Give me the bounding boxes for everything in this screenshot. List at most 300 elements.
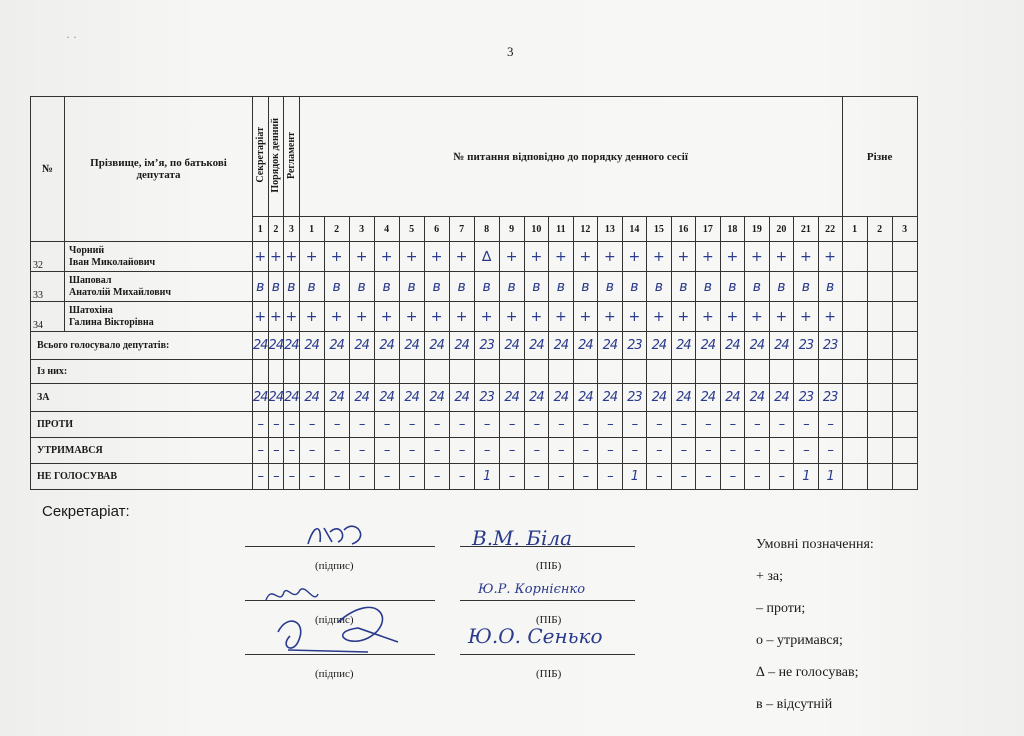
summary-value: 24 bbox=[524, 332, 549, 360]
voting-table bbox=[30, 96, 918, 490]
summary-value: 24 bbox=[499, 384, 524, 412]
summary-value: – bbox=[324, 438, 349, 464]
column-number: 11 bbox=[549, 217, 574, 242]
summary-label: Із них: bbox=[31, 360, 253, 384]
summary-value: – bbox=[399, 464, 424, 490]
vote-cell: + bbox=[598, 242, 623, 272]
summary-value bbox=[671, 360, 696, 384]
summary-value bbox=[745, 360, 770, 384]
summary-value bbox=[622, 360, 647, 384]
summary-value: – bbox=[573, 412, 598, 438]
summary-value: 24 bbox=[696, 332, 721, 360]
vote-cell: в bbox=[598, 272, 623, 302]
summary-value: 24 bbox=[769, 384, 794, 412]
legend-not-voted: ∆ – не голосував; bbox=[756, 665, 859, 680]
summary-value: – bbox=[268, 412, 284, 438]
summary-value: – bbox=[794, 438, 819, 464]
vote-cell: в bbox=[324, 272, 349, 302]
column-number: 16 bbox=[671, 217, 696, 242]
deputy-last-name: Шаповал bbox=[69, 274, 112, 286]
column-number: 13 bbox=[598, 217, 623, 242]
summary-value bbox=[573, 360, 598, 384]
deputy-first-names: Іван Миколайович bbox=[69, 256, 156, 268]
summary-value bbox=[842, 464, 867, 490]
secretariat-label-footer: Секретаріат: bbox=[42, 503, 130, 520]
summary-row bbox=[31, 332, 918, 360]
deputy-name bbox=[65, 242, 253, 272]
summary-row bbox=[31, 412, 918, 438]
summary-value: 23 bbox=[818, 332, 842, 360]
vote-cell: + bbox=[598, 302, 623, 332]
vote-cell: в bbox=[299, 272, 324, 302]
handwritten-signature-3 bbox=[268, 592, 428, 662]
summary-label: Всього голосувало депутатів: bbox=[31, 332, 253, 360]
vote-cell: в bbox=[671, 272, 696, 302]
vote-cell: + bbox=[499, 302, 524, 332]
signature-caption-1: (підпис) bbox=[315, 560, 354, 572]
vote-cell: + bbox=[745, 242, 770, 272]
vote-cell: + bbox=[324, 242, 349, 272]
summary-value: 24 bbox=[573, 384, 598, 412]
summary-value bbox=[892, 438, 917, 464]
column-number: 19 bbox=[745, 217, 770, 242]
summary-value: 24 bbox=[671, 332, 696, 360]
summary-value bbox=[794, 360, 819, 384]
summary-value: 1 bbox=[622, 464, 647, 490]
summary-value: – bbox=[299, 412, 324, 438]
summary-value bbox=[892, 464, 917, 490]
handwritten-signature-1 bbox=[300, 520, 380, 550]
summary-value bbox=[324, 360, 349, 384]
col-agenda-header bbox=[268, 97, 284, 217]
vote-cell: в bbox=[374, 272, 399, 302]
summary-value bbox=[399, 360, 424, 384]
vote-cell: + bbox=[671, 242, 696, 272]
summary-value: 24 bbox=[549, 332, 574, 360]
summary-value: 24 bbox=[696, 384, 721, 412]
summary-value bbox=[449, 360, 474, 384]
deputy-row bbox=[31, 302, 918, 332]
summary-value: – bbox=[696, 438, 721, 464]
table-header-row bbox=[31, 97, 918, 217]
summary-value: – bbox=[696, 412, 721, 438]
summary-value: – bbox=[818, 412, 842, 438]
col-reglament-header bbox=[284, 97, 300, 217]
vote-cell: в bbox=[449, 272, 474, 302]
summary-value: 24 bbox=[324, 384, 349, 412]
vote-cell: + bbox=[424, 302, 449, 332]
summary-value: – bbox=[671, 438, 696, 464]
summary-value: 23 bbox=[622, 384, 647, 412]
name-caption-3: (ПІБ) bbox=[536, 668, 562, 680]
column-number: 12 bbox=[573, 217, 598, 242]
col-name-header: Прізвище, ім’я, по батькові депутата bbox=[65, 97, 253, 242]
vote-cell: в bbox=[573, 272, 598, 302]
summary-value: 23 bbox=[794, 384, 819, 412]
summary-value: – bbox=[769, 464, 794, 490]
summary-value: – bbox=[253, 438, 269, 464]
vote-cell: + bbox=[268, 302, 284, 332]
summary-value: – bbox=[573, 438, 598, 464]
summary-value bbox=[524, 360, 549, 384]
column-number: 2 bbox=[324, 217, 349, 242]
summary-value: 24 bbox=[449, 332, 474, 360]
summary-value bbox=[598, 360, 623, 384]
summary-value: – bbox=[299, 464, 324, 490]
summary-value bbox=[549, 360, 574, 384]
vote-cell: + bbox=[549, 242, 574, 272]
deputy-last-name: Шатохіна bbox=[69, 304, 113, 316]
summary-value: 24 bbox=[424, 332, 449, 360]
summary-value: – bbox=[720, 438, 745, 464]
deputy-row bbox=[31, 272, 918, 302]
summary-value: – bbox=[671, 412, 696, 438]
summary-value: – bbox=[622, 412, 647, 438]
summary-value: – bbox=[374, 438, 399, 464]
summary-value bbox=[818, 360, 842, 384]
summary-value bbox=[647, 360, 672, 384]
summary-value: – bbox=[769, 412, 794, 438]
summary-value: 24 bbox=[745, 332, 770, 360]
summary-value: 23 bbox=[622, 332, 647, 360]
summary-value: 24 bbox=[745, 384, 770, 412]
summary-value: – bbox=[818, 438, 842, 464]
summary-value: 24 bbox=[284, 332, 300, 360]
vote-cell: + bbox=[524, 242, 549, 272]
summary-value: – bbox=[424, 438, 449, 464]
summary-value: 1 bbox=[818, 464, 842, 490]
vote-cell: + bbox=[299, 302, 324, 332]
vote-cell: + bbox=[374, 242, 399, 272]
summary-value bbox=[842, 384, 867, 412]
summary-value bbox=[720, 360, 745, 384]
legend-title: Умовні позначення: bbox=[756, 537, 874, 552]
summary-value: – bbox=[253, 464, 269, 490]
vote-cell: в bbox=[399, 272, 424, 302]
summary-value: – bbox=[769, 438, 794, 464]
summary-value: – bbox=[399, 412, 424, 438]
summary-label: УТРИМАВСЯ bbox=[31, 438, 253, 464]
vote-cell: + bbox=[622, 302, 647, 332]
summary-value: – bbox=[499, 464, 524, 490]
vote-cell: + bbox=[720, 302, 745, 332]
summary-value: – bbox=[499, 438, 524, 464]
vote-cell: + bbox=[696, 242, 721, 272]
summary-value bbox=[696, 360, 721, 384]
column-number: 2 bbox=[268, 217, 284, 242]
column-number: 6 bbox=[424, 217, 449, 242]
deputy-row bbox=[31, 242, 918, 272]
summary-value: – bbox=[268, 464, 284, 490]
vote-cell: + bbox=[399, 302, 424, 332]
vote-cell: + bbox=[349, 242, 374, 272]
summary-value bbox=[299, 360, 324, 384]
summary-value: – bbox=[253, 412, 269, 438]
summary-value: – bbox=[647, 464, 672, 490]
summary-value: – bbox=[324, 412, 349, 438]
summary-row bbox=[31, 384, 918, 412]
summary-value: 24 bbox=[324, 332, 349, 360]
summary-label: ПРОТИ bbox=[31, 412, 253, 438]
column-number: 17 bbox=[696, 217, 721, 242]
summary-value: 24 bbox=[253, 332, 269, 360]
summary-value: – bbox=[598, 412, 623, 438]
vote-cell: ∆ bbox=[474, 242, 499, 272]
summary-value: – bbox=[499, 412, 524, 438]
summary-value: – bbox=[720, 412, 745, 438]
summary-value bbox=[842, 332, 867, 360]
questions-header: № питання відповідно до порядку денного сесії bbox=[299, 97, 842, 217]
summary-value: 24 bbox=[284, 384, 300, 412]
summary-value: – bbox=[549, 438, 574, 464]
summary-value: 24 bbox=[268, 384, 284, 412]
summary-value: – bbox=[647, 438, 672, 464]
summary-value: – bbox=[449, 464, 474, 490]
summary-value bbox=[892, 360, 917, 384]
summary-value: 24 bbox=[499, 332, 524, 360]
vote-cell: в bbox=[499, 272, 524, 302]
summary-row bbox=[31, 360, 918, 384]
summary-value: 24 bbox=[449, 384, 474, 412]
vote-cell bbox=[842, 302, 867, 332]
summary-value: – bbox=[268, 438, 284, 464]
summary-value bbox=[867, 438, 892, 464]
summary-value: – bbox=[696, 464, 721, 490]
vote-cell: + bbox=[324, 302, 349, 332]
summary-value: – bbox=[284, 464, 300, 490]
vote-cell: + bbox=[253, 242, 269, 272]
column-number: 9 bbox=[499, 217, 524, 242]
summary-value bbox=[867, 332, 892, 360]
name-line-2 bbox=[460, 600, 635, 601]
vote-cell: + bbox=[573, 242, 598, 272]
summary-value bbox=[842, 438, 867, 464]
summary-value: – bbox=[349, 464, 374, 490]
summary-value: 24 bbox=[374, 384, 399, 412]
vote-cell: в bbox=[549, 272, 574, 302]
summary-value: – bbox=[671, 464, 696, 490]
column-number: 20 bbox=[769, 217, 794, 242]
summary-value bbox=[842, 412, 867, 438]
name-caption-1: (ПІБ) bbox=[536, 560, 562, 572]
vote-cell: + bbox=[268, 242, 284, 272]
vote-cell: в bbox=[349, 272, 374, 302]
summary-value: 24 bbox=[349, 384, 374, 412]
summary-value: – bbox=[349, 412, 374, 438]
summary-value: 24 bbox=[268, 332, 284, 360]
handwritten-name-1: В.М. Біла bbox=[472, 526, 572, 550]
vote-cell: в bbox=[745, 272, 770, 302]
summary-value bbox=[268, 360, 284, 384]
column-number: 21 bbox=[794, 217, 819, 242]
vote-cell: + bbox=[647, 302, 672, 332]
vote-cell: в bbox=[268, 272, 284, 302]
summary-value: 24 bbox=[253, 384, 269, 412]
secretariat-label: Секретаріат bbox=[254, 127, 266, 183]
summary-value: – bbox=[794, 412, 819, 438]
summary-label: ЗА bbox=[31, 384, 253, 412]
column-number: 3 bbox=[284, 217, 300, 242]
vote-cell: + bbox=[671, 302, 696, 332]
summary-value bbox=[284, 360, 300, 384]
summary-value: – bbox=[524, 438, 549, 464]
summary-value: 24 bbox=[299, 332, 324, 360]
vote-cell bbox=[842, 272, 867, 302]
vote-cell: + bbox=[399, 242, 424, 272]
summary-value: 24 bbox=[647, 384, 672, 412]
page-number: 3 bbox=[507, 44, 514, 59]
summary-value: – bbox=[598, 464, 623, 490]
deputy-number: 33 bbox=[31, 272, 65, 302]
summary-label: НЕ ГОЛОСУВАВ bbox=[31, 464, 253, 490]
vote-cell bbox=[867, 242, 892, 272]
column-number: 14 bbox=[622, 217, 647, 242]
summary-row bbox=[31, 438, 918, 464]
column-number: 5 bbox=[399, 217, 424, 242]
summary-value: 24 bbox=[549, 384, 574, 412]
col-num-header: № bbox=[31, 97, 65, 242]
summary-value bbox=[499, 360, 524, 384]
summary-value: 24 bbox=[424, 384, 449, 412]
vote-cell: + bbox=[622, 242, 647, 272]
vote-cell: + bbox=[299, 242, 324, 272]
summary-value: 24 bbox=[374, 332, 399, 360]
vote-cell bbox=[842, 242, 867, 272]
summary-value bbox=[374, 360, 399, 384]
column-number: 7 bbox=[449, 217, 474, 242]
summary-value: – bbox=[374, 412, 399, 438]
vote-cell: + bbox=[818, 302, 842, 332]
summary-value: 24 bbox=[399, 332, 424, 360]
summary-value: – bbox=[524, 464, 549, 490]
vote-cell: + bbox=[818, 242, 842, 272]
summary-value bbox=[474, 360, 499, 384]
column-number: 3 bbox=[892, 217, 917, 242]
name-line-3 bbox=[460, 654, 635, 655]
summary-value: – bbox=[424, 412, 449, 438]
vote-cell: в bbox=[696, 272, 721, 302]
summary-value: – bbox=[549, 464, 574, 490]
summary-value: – bbox=[622, 438, 647, 464]
legend-abstain: о – утримався; bbox=[756, 633, 843, 648]
summary-value: 23 bbox=[474, 384, 499, 412]
summary-value: – bbox=[745, 412, 770, 438]
summary-value: 24 bbox=[573, 332, 598, 360]
vote-cell bbox=[892, 302, 917, 332]
deputy-number: 34 bbox=[31, 302, 65, 332]
vote-cell: в bbox=[474, 272, 499, 302]
signature-caption-3: (підпис) bbox=[315, 668, 354, 680]
vote-cell: + bbox=[720, 242, 745, 272]
summary-value: – bbox=[399, 438, 424, 464]
vote-cell: + bbox=[573, 302, 598, 332]
deputy-last-name: Чорний bbox=[69, 244, 105, 256]
summary-value: – bbox=[284, 438, 300, 464]
summary-value: 24 bbox=[598, 332, 623, 360]
deputy-number: 32 bbox=[31, 242, 65, 272]
deputy-name bbox=[65, 302, 253, 332]
vote-cell: + bbox=[794, 302, 819, 332]
summary-value: – bbox=[324, 464, 349, 490]
summary-value: – bbox=[474, 438, 499, 464]
vote-cell: + bbox=[284, 242, 300, 272]
summary-value bbox=[769, 360, 794, 384]
reglament-label: Регламент bbox=[285, 131, 297, 179]
vote-cell: + bbox=[449, 302, 474, 332]
deputy-name bbox=[65, 272, 253, 302]
summary-value: – bbox=[349, 438, 374, 464]
summary-value: – bbox=[745, 464, 770, 490]
vote-cell: + bbox=[474, 302, 499, 332]
vote-cell: + bbox=[794, 242, 819, 272]
summary-value: 23 bbox=[818, 384, 842, 412]
vote-cell: + bbox=[349, 302, 374, 332]
summary-row bbox=[31, 464, 918, 490]
vote-cell: в bbox=[720, 272, 745, 302]
vote-cell: + bbox=[696, 302, 721, 332]
vote-cell: + bbox=[769, 242, 794, 272]
summary-value: – bbox=[449, 438, 474, 464]
column-number: 15 bbox=[647, 217, 672, 242]
vote-cell: в bbox=[524, 272, 549, 302]
summary-value: 1 bbox=[474, 464, 499, 490]
vote-cell bbox=[892, 272, 917, 302]
summary-value bbox=[892, 332, 917, 360]
summary-value bbox=[867, 360, 892, 384]
column-number: 8 bbox=[474, 217, 499, 242]
handwritten-name-2: Ю.Р. Корнієнко bbox=[478, 582, 586, 597]
summary-value: 24 bbox=[671, 384, 696, 412]
summary-value: – bbox=[720, 464, 745, 490]
column-number: 18 bbox=[720, 217, 745, 242]
summary-value bbox=[867, 412, 892, 438]
summary-value bbox=[867, 384, 892, 412]
summary-value: 23 bbox=[794, 332, 819, 360]
vote-cell: + bbox=[499, 242, 524, 272]
vote-cell bbox=[867, 272, 892, 302]
summary-value: – bbox=[424, 464, 449, 490]
summary-value: 24 bbox=[598, 384, 623, 412]
vote-cell: + bbox=[549, 302, 574, 332]
vote-cell: + bbox=[449, 242, 474, 272]
scan-marks: · · bbox=[66, 30, 77, 44]
handwritten-name-3: Ю.О. Сенько bbox=[468, 624, 603, 648]
summary-value: 24 bbox=[349, 332, 374, 360]
summary-value: – bbox=[474, 412, 499, 438]
summary-value: – bbox=[524, 412, 549, 438]
summary-value: 24 bbox=[524, 384, 549, 412]
column-number: 22 bbox=[818, 217, 842, 242]
summary-value: 24 bbox=[769, 332, 794, 360]
vote-cell: в bbox=[253, 272, 269, 302]
column-number: 2 bbox=[867, 217, 892, 242]
summary-value bbox=[349, 360, 374, 384]
column-number: 10 bbox=[524, 217, 549, 242]
summary-value bbox=[842, 360, 867, 384]
vote-cell: в bbox=[769, 272, 794, 302]
column-number: 1 bbox=[299, 217, 324, 242]
summary-value: 24 bbox=[720, 332, 745, 360]
summary-value: 24 bbox=[720, 384, 745, 412]
legend-for: + за; bbox=[756, 569, 784, 584]
column-number: 1 bbox=[842, 217, 867, 242]
summary-value: – bbox=[449, 412, 474, 438]
vote-cell: + bbox=[769, 302, 794, 332]
summary-value: 1 bbox=[794, 464, 819, 490]
vote-cell: в bbox=[647, 272, 672, 302]
vote-cell: в bbox=[622, 272, 647, 302]
name-caption-2: (ПІБ) bbox=[536, 614, 562, 626]
